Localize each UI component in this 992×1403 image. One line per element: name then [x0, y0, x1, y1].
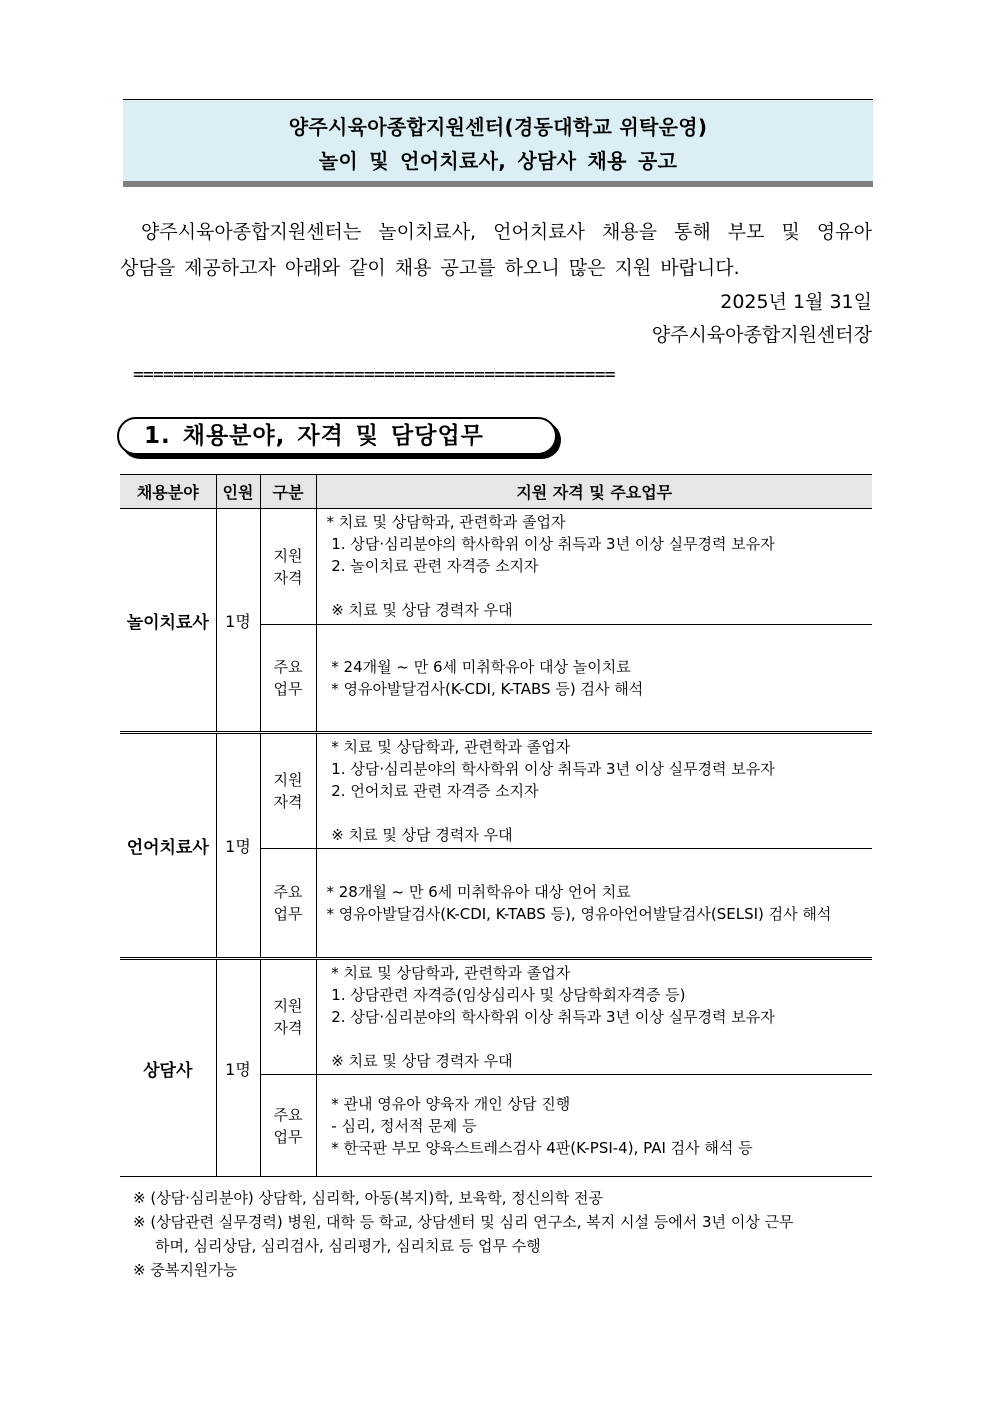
- count-cell: 1명: [216, 509, 260, 733]
- qualification-line: * 치료 및 상담학과, 관련학과 졸업자: [326, 513, 566, 531]
- note-item: ※ (상담·심리분야) 상담학, 심리학, 아동(복지)학, 보육학, 정신의학 전공: [133, 1189, 603, 1207]
- title-line-1: 양주시육아종합지원센터(경동대학교 위탁운영): [288, 115, 708, 139]
- recruitment-table: [120, 474, 872, 1177]
- header-count: 인원: [216, 475, 260, 509]
- duty-line: * 24개월 ~ 만 6세 미취학유아 대상 놀이치료: [326, 658, 631, 676]
- header-type: 구분: [260, 475, 316, 509]
- qualification-detail: [316, 733, 872, 849]
- table-row: [120, 733, 872, 849]
- field-cell: 상담사: [120, 959, 216, 1177]
- qualification-label: 지원 자격: [260, 959, 316, 1075]
- intro-line-1: 양주시육아종합지원센터는 놀이치료사, 언어치료사 채용을 통해 부모 및 영유아: [141, 221, 872, 243]
- duty-detail: [316, 849, 872, 959]
- section-1-title: 1. 채용분야, 자격 및 담당업무: [144, 423, 484, 449]
- duty-label: 주요 업무: [260, 849, 316, 959]
- qualification-label: 지원 자격: [260, 509, 316, 625]
- qualification-line: * 치료 및 상담학과, 관련학과 졸업자: [326, 964, 571, 982]
- note-item-continuation: 하며, 심리상담, 심리검사, 심리평가, 심리치료 등 업무 수행: [155, 1237, 541, 1255]
- field-cell: 언어치료사: [120, 733, 216, 959]
- duty-line: * 한국판 부모 양육스트레스검사 4판(K-PSI-4), PAI 검사 해석 등: [326, 1138, 753, 1157]
- header-field: 채용분야: [120, 475, 216, 509]
- field-cell: 놀이치료사: [120, 509, 216, 733]
- qualification-line: ※ 치료 및 상담 경력자 우대: [326, 601, 513, 619]
- title-line-2: 놀이 및 언어치료사, 상담사 채용 공고: [318, 149, 678, 173]
- qualification-line: 1. 상담·심리분야의 학사학위 이상 취득과 3년 이상 실무경력 보유자: [326, 760, 775, 778]
- announcement-title-box: [123, 99, 873, 187]
- qualification-line: * 치료 및 상담학과, 관련학과 졸업자: [326, 738, 571, 756]
- duty-detail: [316, 625, 872, 733]
- duty-line: * 관내 영유아 양육자 개인 상담 진행: [326, 1094, 571, 1113]
- notes: [133, 1186, 794, 1282]
- duty-label: 주요 업무: [260, 625, 316, 733]
- qualification-line: [327, 577, 873, 599]
- qualification-line: ※ 치료 및 상담 경력자 우대: [326, 826, 513, 844]
- qualification-detail: [316, 509, 872, 625]
- duty-line: - 심리, 정서적 문제 등: [326, 1116, 477, 1135]
- announcement-date: 2025년 1월 31일: [720, 291, 872, 313]
- qualification-line: [327, 1028, 873, 1050]
- header-detail: 지원 자격 및 주요업무: [316, 475, 872, 509]
- intro-line-2: 상담을 제공하고자 아래와 같이 채용 공고를 하오니 많은 지원 바랍니다.: [120, 257, 740, 279]
- qualification-line: 2. 놀이치료 관련 자격증 소지자: [326, 557, 539, 575]
- qualification-line: [327, 802, 873, 824]
- table-row: [120, 959, 872, 1075]
- qualification-detail: [316, 959, 872, 1075]
- divider-line: ================================================: [133, 364, 615, 385]
- qualification-line: 1. 상담·심리분야의 학사학위 이상 취득과 3년 이상 실무경력 보유자: [326, 535, 775, 553]
- duty-label: 주요 업무: [260, 1075, 316, 1177]
- duty-line: * 영유아발달검사(K-CDI, K-TABS 등), 영유아언어발달검사(SELSI) 검사 해석: [326, 905, 832, 923]
- duty-detail: [316, 1075, 872, 1177]
- duty-line: * 28개월 ~ 만 6세 미취학유아 대상 언어 치료: [326, 883, 631, 901]
- qualification-label: 지원 자격: [260, 733, 316, 849]
- signer: 양주시육아종합지원센터장: [651, 324, 872, 346]
- qualification-line: 1. 상담관련 자격증(임상심리사 및 상담학회자격증 등): [326, 986, 686, 1004]
- table-row: [120, 509, 872, 625]
- section-1-heading: [117, 417, 557, 455]
- note-item: ※ (상담관련 실무경력) 병원, 대학 등 학교, 상담센터 및 심리 연구소, 복지 시설 등에서 3년 이상 근무: [133, 1213, 794, 1231]
- table-header-row: [120, 475, 872, 509]
- count-cell: 1명: [216, 733, 260, 959]
- qualification-line: 2. 언어치료 관련 자격증 소지자: [326, 782, 539, 800]
- duty-line: * 영유아발달검사(K-CDI, K-TABS 등) 검사 해석: [326, 680, 644, 698]
- note-item: ※ 중복지원가능: [133, 1261, 238, 1279]
- qualification-line: 2. 상담·심리분야의 학사학위 이상 취득과 3년 이상 실무경력 보유자: [326, 1008, 775, 1026]
- count-cell: 1명: [216, 959, 260, 1177]
- qualification-line: ※ 치료 및 상담 경력자 우대: [326, 1052, 513, 1070]
